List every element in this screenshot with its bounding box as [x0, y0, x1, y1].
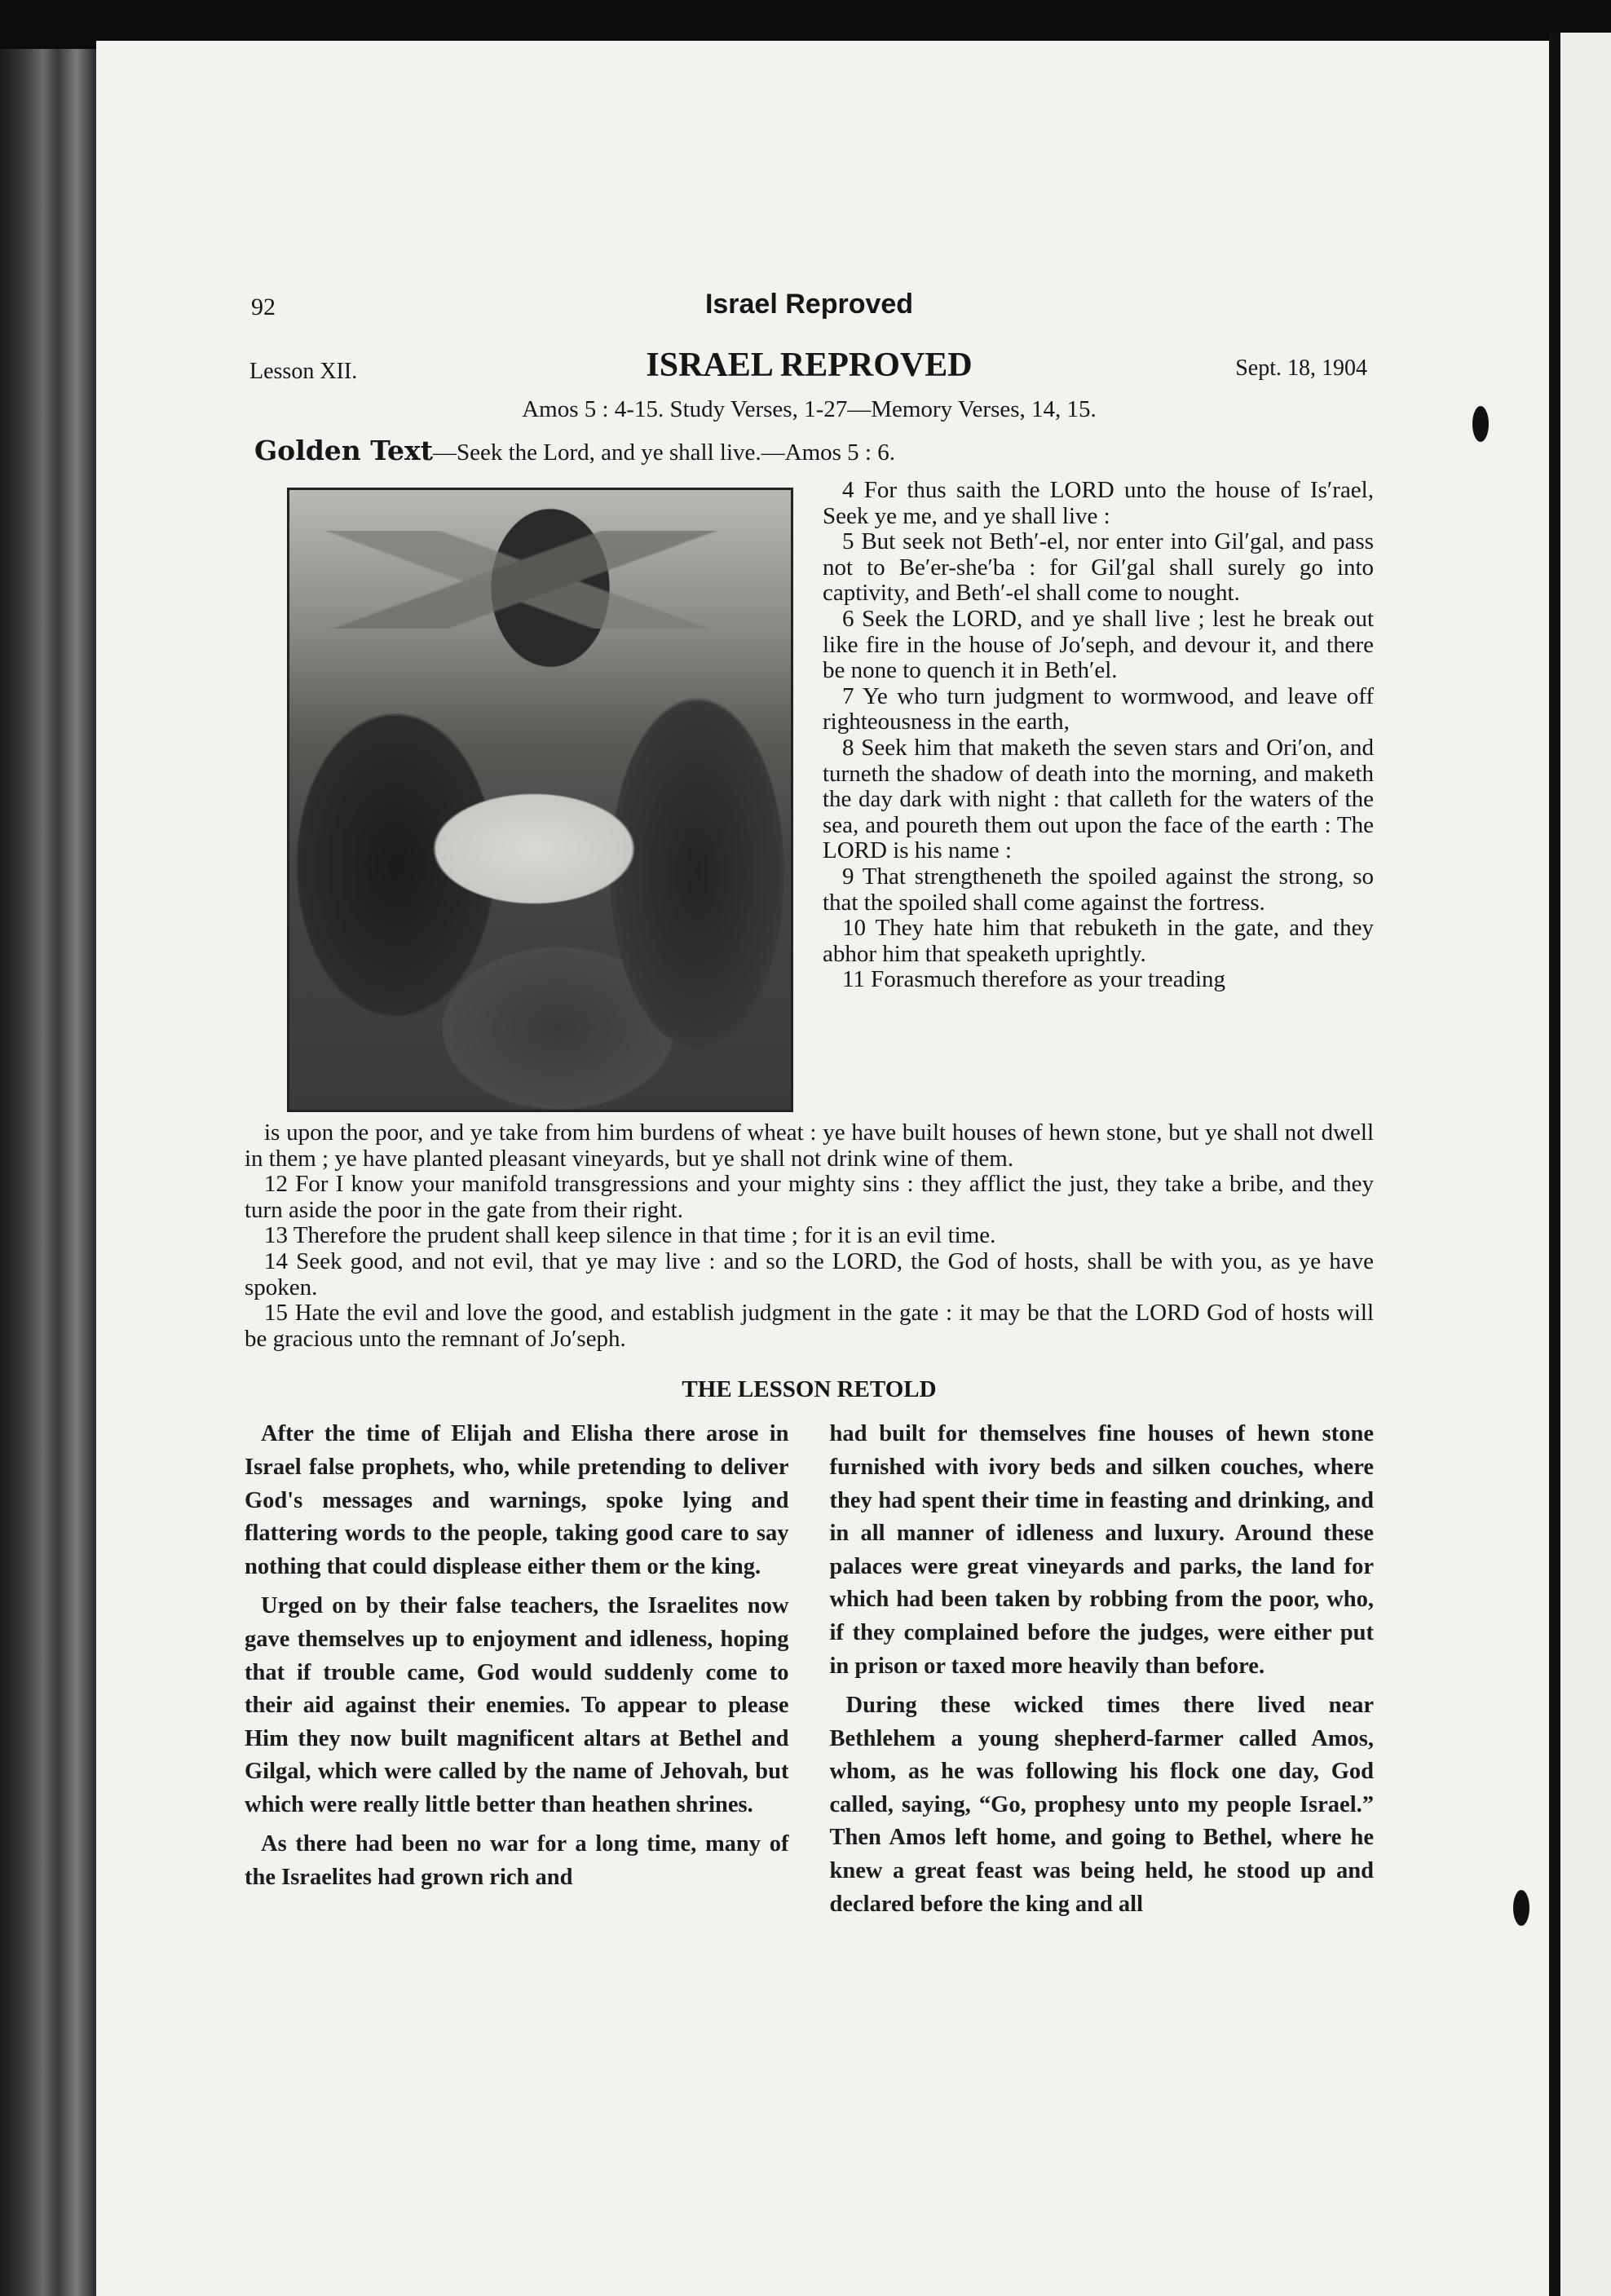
paragraph: 10 They hate him that rebuketh in the gate, and they abhor him that speaketh uprightly. [823, 915, 1374, 967]
paragraph: is upon the poor, and ye take from him burdens of wheat : ye have built houses of hewn stone, but ye shall not dwell in them ; ye have planted pleasant vineyards, but ye shall not drink wine of them. [245, 1119, 1374, 1172]
page-number: 92 [251, 294, 276, 320]
page-gutter [1549, 33, 1560, 2296]
paragraph: 12 For I know your manifold transgressions and your mighty sins : they afflict the just, they take a bribe, and they turn aside the poor in the gate from their right. [245, 1171, 1374, 1223]
paragraph: After the time of Elijah and Elisha there arose in Israel false prophets, who, while pretending to deliver God's messages and warnings, spoke lying and flattering words to the people, taking good care to say nothing that could displease either them or the king. [245, 1421, 789, 1579]
paragraph: 7 Ye who turn judgment to wormwood, and leave off righteousness in the earth, [823, 682, 1374, 735]
paragraph: 6 Seek the LORD, and ye shall live ; lest he break out like fire in the house of Jo′seph, and devour it, and there be none to quench it in Beth′el. [823, 605, 1374, 684]
paragraph: 14 Seek good, and not evil, that ye may live : and so the LORD, the God of hosts, shall be with you, as ye have spoken. [245, 1247, 1374, 1300]
paragraph: 8 Seek him that maketh the seven stars and Ori′on, and turneth the shadow of death into the morning, and maketh the day dark with night : that calleth for the waters of the sea, and poureth them out upon the face of the earth : The LORD is his name : [823, 734, 1374, 864]
lesson-header [245, 346, 1374, 391]
binding-hole-mark [1513, 1890, 1529, 1926]
section-heading: THE LESSON RETOLD [682, 1376, 937, 1403]
lesson-verses [245, 478, 1374, 1352]
golden-text-label: Golden Text [254, 435, 433, 466]
paragraph: had built for themselves fine houses of hewn stone furnished with ivory beds and silken couches, where they had spent their time in feasting and drinking, and in all manner of idleness and luxury. Around these palaces were great vineyards and parks, the land for which had been taken by robbing from the poor, who, if they complained before the judges, were either put in prison or taxed more heavily than before. [829, 1421, 1374, 1679]
paragraph: Urged on by their false teachers, the Israelites now gave themselves up to enjoyment and idleness, hoping that if trouble came, God would suddenly come to their aid against their enemies. To appear to please Him they now built magnificent altars at Bethel and Gilgal, which were called by the name of Jehovah, but which were really little better than heathen shrines. [245, 1593, 789, 1817]
golden-text [254, 435, 1374, 466]
paragraph: During these wicked times there lived near Bethlehem a young shepherd-farmer called Amos, whom, as he was following his flock one day, God called, saying, “Go, prophesy unto my people Israel.” Then Amos left home, and going to Bethel, where he knew a great feast was being held, he stood up and declared before the king and all [829, 1693, 1374, 1917]
adjacent-page [1560, 33, 1611, 2296]
paragraph: As there had been no war for a long time, many of the Israelites had grown rich and [245, 1831, 789, 1891]
paragraph: 13 Therefore the prudent shall keep silence in that time ; for it is an evil time. [264, 1222, 996, 1249]
binding-hole-mark [1472, 406, 1489, 442]
paragraph: 9 That strengtheneth the spoiled against the strong, so that the spoiled shall come against the fortress. [823, 863, 1374, 916]
lesson-retold [245, 1418, 1374, 1927]
running-title: Israel Reproved [704, 289, 914, 320]
lesson-date: Sept. 18, 1904 [1235, 355, 1367, 381]
paragraph: 5 But seek not Beth′-el, nor enter into Gil′gal, and pass not to Be′er-she′ba : for Gil′gal shall surely go into captivity, and Beth′-el shall come to nought. [823, 528, 1374, 607]
lesson-title: ISRAEL REPROVED [646, 347, 973, 384]
golden-text-body: —Seek the Lord, and ye shall live.—Amos 5 : 6. [432, 439, 895, 466]
retold-right-column [830, 1418, 1375, 1927]
paragraph: 4 For thus saith the LORD unto the house of Is′rael, Seek ye me, and ye shall live : [823, 477, 1374, 529]
paragraph: 15 Hate the evil and love the good, and establish judgment in the gate : it may be that the LORD God of hosts will be gracious unto the remnant of Jo′seph. [245, 1300, 1374, 1352]
mountain-background [289, 531, 791, 629]
paragraph: 11 Forasmuch therefore as your treading [842, 966, 1226, 993]
scripture-reference: Amos 5 : 4-15. Study Verses, 1-27—Memory Verses, 14, 15. [522, 396, 1097, 422]
book-edge-left [0, 49, 96, 2296]
engraving-prophet-preaching-to-crowd-icon [287, 488, 793, 1112]
page-content [245, 285, 1374, 1927]
retold-left-column [245, 1418, 789, 1927]
running-head [245, 285, 1374, 334]
lesson-number: Lesson XII. [249, 359, 358, 384]
